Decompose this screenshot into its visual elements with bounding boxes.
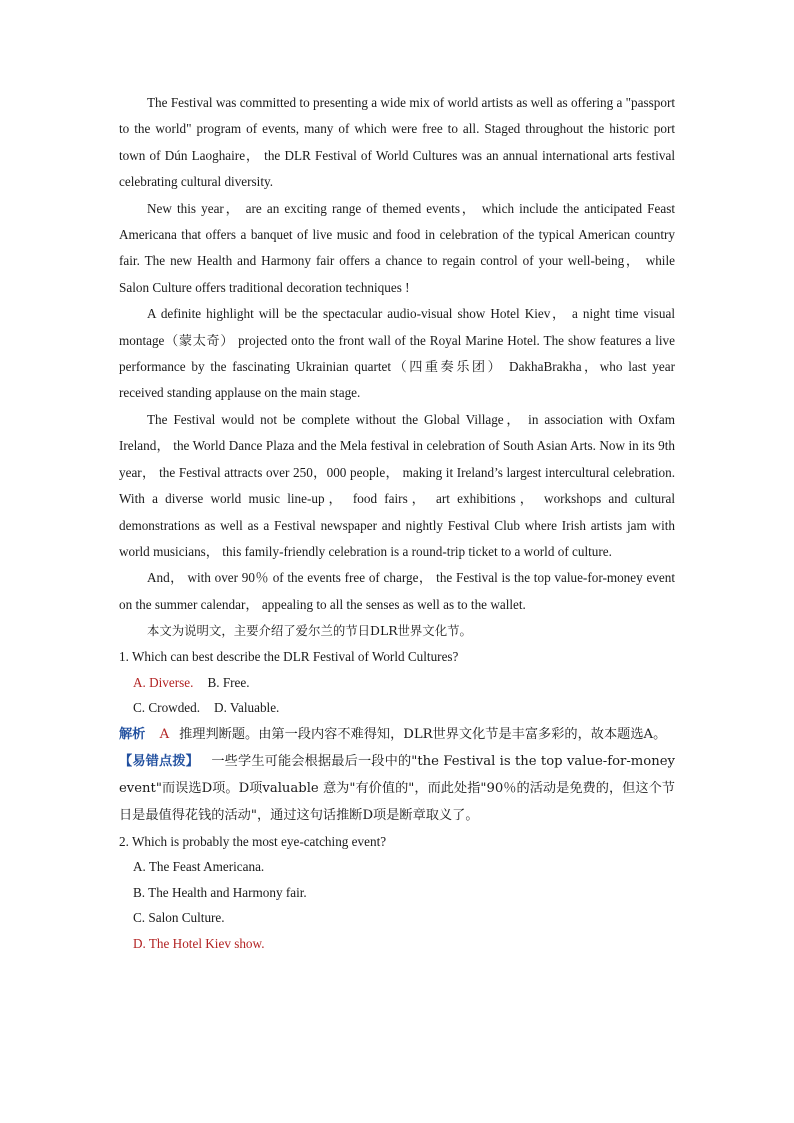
passage-paragraph-1: The Festival was committed to presenting a wide mix of world artists as well as offering a "passport to the world" program of events, many of which were free to all. Staged throughout the historic port town of Dún Laoghaire， the DLR Festival of World Cultures was an annual international arts festival celebrating cultural diversity.	[119, 95, 675, 190]
question-1-tip	[119, 748, 675, 829]
question-2-option-d: D. The Hotel Kiev show.	[133, 935, 265, 951]
question-1-option-a: A. Diverse.	[133, 674, 194, 690]
passage-paragraph-5: And， with over 90％ of the events free of charge， the Festival is the top value-for-money event on the summer calendar， appealing to all the senses as well as to the wallet.	[119, 570, 675, 612]
passage-paragraph-2: New this year， are an exciting range of themed events， which include the anticipated Feast Americana that offers a banquet of live music and food in celebration of the typical American country fair. The new Health and Harmony fair offers a chance to regain control of your well-being， while Salon Culture offers traditional decoration techniques !	[119, 200, 675, 295]
question-1-analysis	[119, 721, 675, 748]
question-1-options-row-1	[119, 670, 675, 696]
tip-label: 【易错点拨】	[119, 753, 199, 769]
analysis-answer: A	[159, 726, 170, 742]
question-1-options-row-2	[119, 695, 675, 721]
question-2-option-c: C. Salon Culture.	[133, 910, 225, 926]
analysis-text: 推理判断题。由第一段内容不难得知，DLR世界文化节是丰富多彩的，故本题选A。	[179, 726, 667, 742]
question-1-stem: 1. Which can best describe the DLR Festival of World Cultures?	[119, 649, 459, 665]
tip-text: 一些学生可能会根据最后一段中的"the Festival is the top value-for-money event"而误选D项。D项valuable 意为"有价值的"，而此处指"90％的活动是免费的，但这个节日是最值得花钱的活动"，通过这句话推断D项是断章取义了。	[119, 753, 675, 823]
passage-paragraph-3: A definite highlight will be the spectacular audio-visual show Hotel Kiev， a night time visual montage（蒙太奇） projected onto the front wall of the Royal Marine Hotel. The show features a live performance by the fascinating Ukrainian quartet（四重奏乐团） DakhaBrakha，who last year received standing applause on the main stage.	[119, 306, 675, 401]
question-2-option-b: B. The Health and Harmony fair.	[133, 884, 307, 900]
question-1-option-d: D. Valuable.	[214, 700, 280, 716]
passage-summary: 本文为说明文，主要介绍了爱尔兰的节日DLR世界文化节。	[147, 623, 472, 639]
passage-paragraph-4: The Festival would not be complete without the Global Village， in association with Oxfam Ireland， the World Dance Plaza and the Mela festival in celebration of South Asian Arts. Now in its 9th year， the Festival attracts over 250，000 people， making it Ireland’s largest intercultural celebration. With a diverse world music line-up， food fairs， art exhibitions， workshops and cultural demonstrations as well as a Festival newspaper and nightly Festival Club where Irish artists jam with world musicians， this family-friendly celebration is a round-trip ticket to a world of culture.	[119, 411, 675, 559]
question-2	[119, 829, 675, 957]
question-1	[119, 644, 675, 829]
question-2-option-a: A. The Feast Americana.	[133, 859, 265, 875]
question-1-option-c: C. Crowded.	[133, 700, 201, 716]
document-page	[119, 90, 675, 956]
question-2-stem: 2. Which is probably the most eye-catching event?	[119, 833, 387, 849]
question-1-option-b: B. Free.	[207, 674, 250, 690]
analysis-label: 解析	[119, 726, 146, 742]
